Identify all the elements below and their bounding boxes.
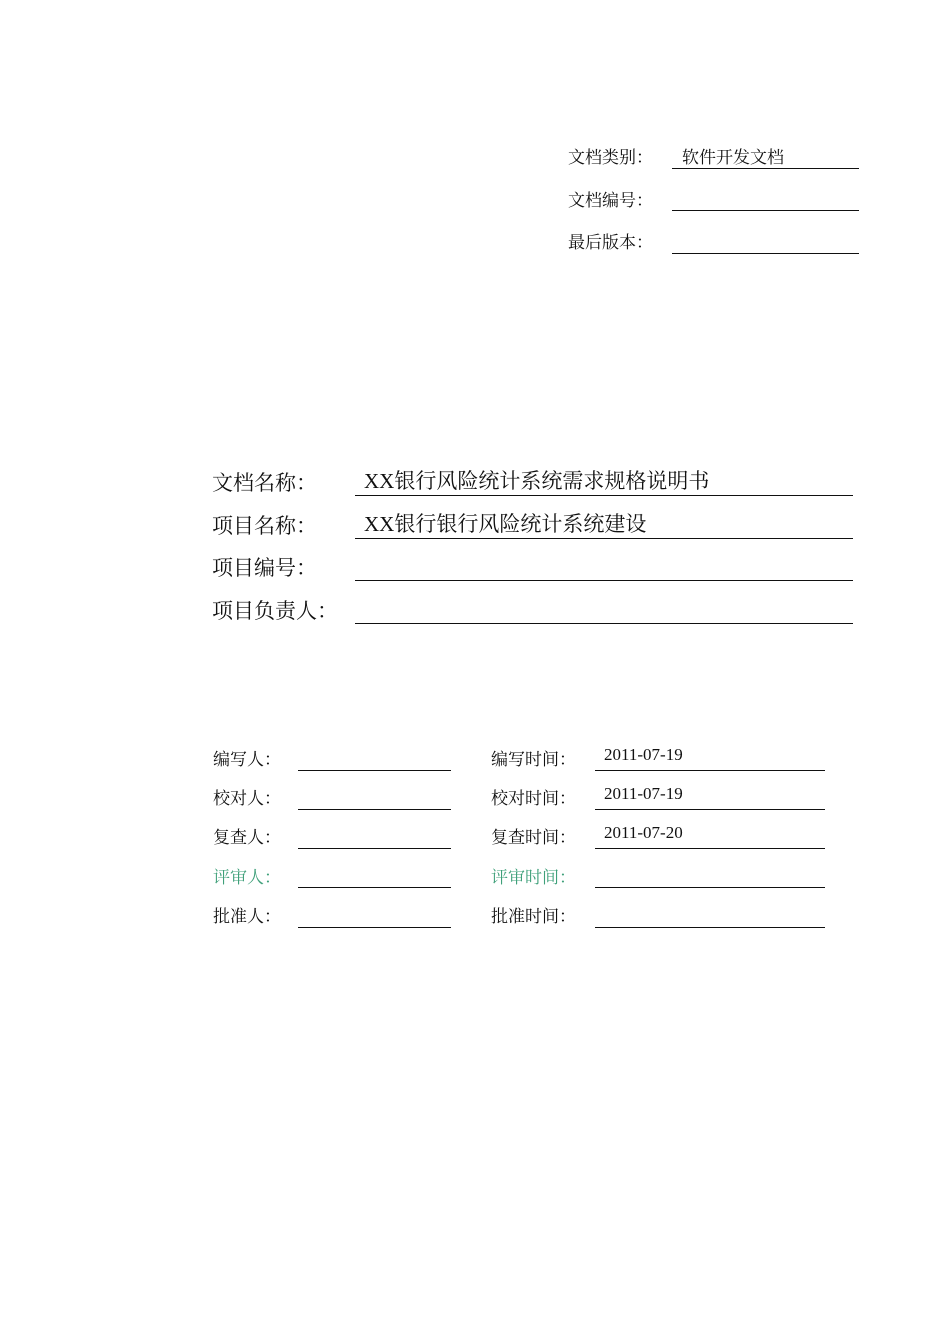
- recheck-time-value: 2011-07-20: [604, 823, 683, 842]
- doc-name-label: 文档名称：: [212, 471, 317, 495]
- reviewer-label: 评审人：: [213, 868, 281, 887]
- last-version-label: 最后版本：: [568, 233, 653, 252]
- project-owner-label: 项目负责人：: [212, 599, 338, 623]
- proofreader-label: 校对人：: [213, 789, 281, 808]
- doc-number-label: 文档编号：: [568, 191, 653, 210]
- project-number-underline: [355, 580, 853, 581]
- approve-time-label: 批准时间：: [491, 907, 576, 926]
- project-number-label: 项目编号：: [212, 556, 317, 580]
- doc-category-underline: [672, 168, 859, 169]
- write-time-value: 2011-07-19: [604, 745, 683, 764]
- project-name-label: 项目名称：: [212, 514, 317, 538]
- recheck-time-underline: [595, 848, 825, 849]
- last-version-underline: [672, 253, 859, 254]
- project-owner-underline: [355, 623, 853, 624]
- proof-time-label: 校对时间：: [491, 789, 576, 808]
- review-time-label: 评审时间：: [491, 868, 576, 887]
- review-time-underline: [595, 887, 825, 888]
- doc-name-value: XX银行风险统计系统需求规格说明书: [364, 469, 710, 493]
- rechecker-label: 复查人：: [213, 828, 281, 847]
- project-name-underline: [355, 538, 853, 539]
- write-time-underline: [595, 770, 825, 771]
- recheck-time-label: 复查时间：: [491, 828, 576, 847]
- writer-label: 编写人：: [213, 750, 281, 769]
- project-name-value: XX银行银行风险统计系统建设: [364, 512, 647, 536]
- doc-category-value: 软件开发文档: [682, 148, 784, 167]
- reviewer-underline: [298, 887, 451, 888]
- doc-name-underline: [355, 495, 853, 496]
- proof-time-value: 2011-07-19: [604, 784, 683, 803]
- doc-number-underline: [672, 210, 859, 211]
- write-time-label: 编写时间：: [491, 750, 576, 769]
- approve-time-underline: [595, 927, 825, 928]
- proofreader-underline: [298, 809, 451, 810]
- doc-category-label: 文档类别：: [568, 148, 653, 167]
- rechecker-underline: [298, 848, 451, 849]
- proof-time-underline: [595, 809, 825, 810]
- writer-underline: [298, 770, 451, 771]
- approver-label: 批准人：: [213, 907, 281, 926]
- approver-underline: [298, 927, 451, 928]
